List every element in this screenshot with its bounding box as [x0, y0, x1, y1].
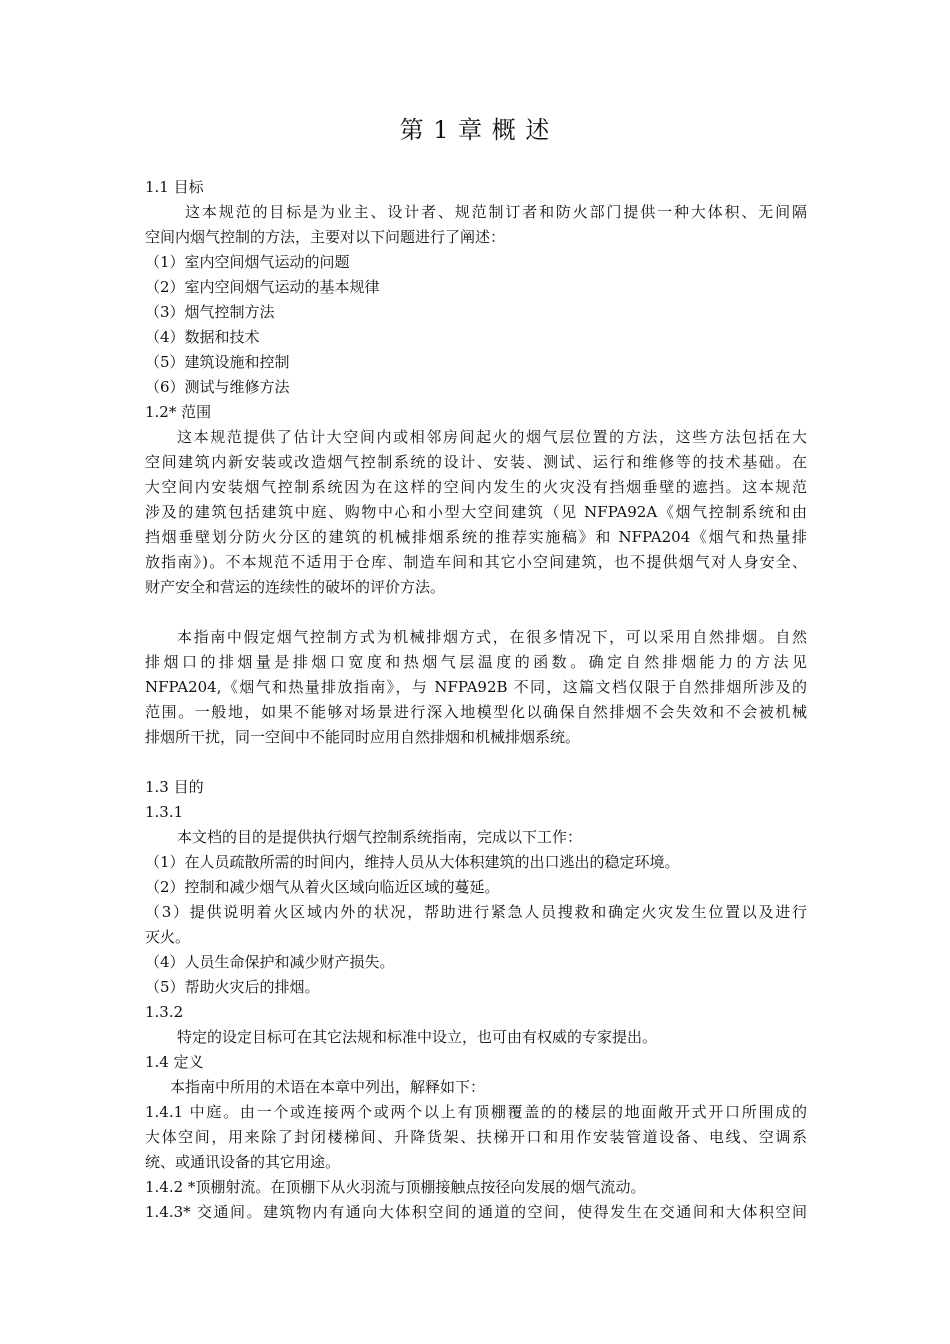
section-heading-1-3: 1.3 目的: [145, 778, 204, 796]
paragraph-line: 本指南中假定烟气控制方式为机械排烟方式，在很多情况下，可以采用自然排烟。自然: [177, 628, 807, 646]
definition-line: 1.4.3* 交通间。建筑物内有通向大体积空间的通道的空间，使得发生在交通间和大体积空间: [145, 1203, 807, 1221]
paragraph-line: 排烟口的排烟量是排烟口宽度和热烟气层温度的函数。确定自然排烟能力的方法见: [145, 653, 807, 671]
paragraph-line: 本文档的目的是提供执行烟气控制系统指南，完成以下工作：: [177, 828, 583, 846]
paragraph-line: 范围。一般地，如果不能够对场景进行深入地模型化以确保自然排烟不会失效和不会被机械: [145, 703, 807, 721]
list-item: （6）测试与维修方法: [145, 378, 290, 396]
subsection-heading-1-3-1: 1.3.1: [145, 803, 184, 821]
list-item: （3）提供说明着火区域内外的状况，帮助进行紧急人员搜救和确定火灾发生位置以及进行: [145, 903, 807, 921]
paragraph-line: 这本规范的目标是为业主、设计者、规范制订者和防火部门提供一种大体积、无间隔: [185, 203, 807, 221]
paragraph-line: 财产安全和营运的连续性的破坏的评价方法。: [145, 578, 446, 596]
paragraph-line: 排烟所干扰，同一空间中不能同时应用自然排烟和机械排烟系统。: [145, 728, 581, 746]
list-item: （2）室内空间烟气运动的基本规律: [145, 278, 380, 296]
list-item-continued: 灭火。: [145, 928, 191, 946]
section-heading-1-1: 1.1 目标: [145, 178, 204, 196]
section-heading-1-2: 1.2* 范围: [145, 403, 212, 421]
list-item: （1）在人员疏散所需的时间内，维持人员从大体积建筑的出口逃出的稳定环境。: [145, 853, 680, 871]
paragraph-line: 放指南》)。不本规范不适用于仓库、制造车间和其它小空间建筑，也不提供烟气对人身安全、: [145, 553, 807, 571]
paragraph-line: 空间内烟气控制的方法，主要对以下问题进行了阐述：: [145, 228, 506, 246]
paragraph-line: 大空间内安装烟气控制系统因为在这样的空间内发生的火灾没有挡烟垂壁的遮挡。这本规范: [145, 478, 807, 496]
paragraph-line: 涉及的建筑包括建筑中庭、购物中心和小型大空间建筑（见 NFPA92A《烟气控制系统和由: [145, 503, 807, 521]
paragraph-line: 特定的设定目标可在其它法规和标准中设立，也可由有权威的专家提出。: [177, 1028, 658, 1046]
list-item: （4）数据和技术: [145, 328, 260, 346]
paragraph-line: 空间建筑内新安装或改造烟气控制系统的设计、安装、测试、运行和维修等的技术基础。在: [145, 453, 807, 471]
list-item: （1）室内空间烟气运动的问题: [145, 253, 350, 271]
list-item: （2）控制和减少烟气从着火区域向临近区域的蔓延。: [145, 878, 500, 896]
definition-line: 1.4.2 *顶棚射流。在顶棚下从火羽流与顶棚接触点按径向发展的烟气流动。: [145, 1178, 646, 1196]
list-item: （3）烟气控制方法: [145, 303, 275, 321]
paragraph-line: 挡烟垂壁划分防火分区的建筑的机械排烟系统的推荐实施稿》和 NFPA204《烟气和热量排: [145, 528, 807, 546]
paragraph-line: 本指南中所用的术语在本章中列出，解释如下：: [170, 1078, 486, 1096]
definition-line: 1.4.1 中庭。由一个或连接两个或两个以上有顶棚覆盖的的楼层的地面敞开式开口所围成的: [145, 1103, 807, 1121]
paragraph-line: NFPA204,《烟气和热量排放指南》，与 NFPA92B 不同，这篇文档仅限于自然排烟所涉及的: [145, 678, 807, 696]
section-heading-1-4: 1.4 定义: [145, 1053, 204, 1071]
subsection-heading-1-3-2: 1.3.2: [145, 1003, 184, 1021]
list-item: （5）建筑设施和控制: [145, 353, 290, 371]
definition-line: 大体空间，用来除了封闭楼梯间、升降货架、扶梯开口和用作安装管道设备、电线、空调系: [145, 1128, 807, 1146]
paragraph-line: 这本规范提供了估计大空间内或相邻房间起火的烟气层位置的方法，这些方法包括在大: [177, 428, 807, 446]
list-item: （5）帮助火灾后的排烟。: [145, 978, 320, 996]
definition-line: 统、或通讯设备的其它用途。: [145, 1153, 341, 1171]
list-item: （4）人员生命保护和减少财产损失。: [145, 953, 395, 971]
chapter-title: 第 1 章 概 述: [399, 116, 551, 144]
